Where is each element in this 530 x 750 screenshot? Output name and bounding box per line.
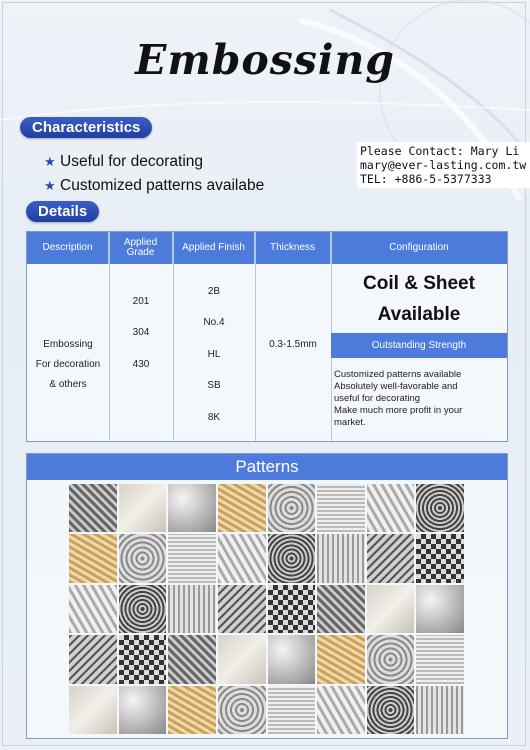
contact-email[interactable]: mary@ever-lasting.com.tw [360, 158, 527, 172]
pattern-swatch [416, 484, 464, 532]
pattern-swatch [218, 686, 266, 734]
pattern-swatch [367, 484, 415, 532]
patterns-panel [26, 453, 508, 739]
pattern-swatch [69, 635, 117, 683]
pattern-swatch [168, 484, 216, 532]
pattern-swatch [367, 686, 415, 734]
header-finish: Applied Finish [173, 232, 255, 264]
list-item: ★ Useful for decorating [44, 153, 204, 170]
description-line: & others [49, 379, 87, 390]
patterns-heading: Patterns [27, 454, 507, 480]
pattern-swatch [168, 585, 216, 633]
description-line: Embossing [43, 339, 93, 350]
pattern-swatch [317, 534, 365, 582]
finish-value: HL [207, 349, 221, 360]
header-thickness: Thickness [255, 232, 331, 264]
strength-banner: Outstanding Strength [331, 333, 507, 358]
finish-value: No.4 [203, 317, 225, 328]
grade-value: 201 [132, 296, 150, 307]
pattern-swatch [268, 686, 316, 734]
details-heading: Details [26, 201, 99, 222]
contact-name: Please Contact: Mary Li [360, 144, 520, 158]
contact-phone: TEL: +886-5-5377333 [360, 172, 492, 186]
pattern-swatch [317, 585, 365, 633]
finish-value: 8K [207, 412, 221, 423]
description-line: For decoration [35, 359, 101, 370]
grade-value: 430 [132, 359, 150, 370]
pattern-swatch [367, 585, 415, 633]
pattern-swatch [268, 585, 316, 633]
pattern-swatch [168, 686, 216, 734]
pattern-grid [69, 484, 464, 734]
star-icon: ★ [44, 154, 56, 169]
coil-sheet-heading: Coil & Sheet Available [363, 273, 475, 325]
header-grade: Applied Grade [109, 232, 173, 264]
column-divider [255, 232, 256, 441]
pattern-swatch [268, 635, 316, 683]
star-icon: ★ [44, 178, 56, 193]
characteristics-list [44, 150, 264, 198]
pattern-swatch [69, 484, 117, 532]
pattern-swatch [367, 534, 415, 582]
contact-box [357, 142, 530, 188]
pattern-swatch [416, 585, 464, 633]
pattern-swatch [218, 585, 266, 633]
pattern-swatch [416, 635, 464, 683]
pattern-swatch [119, 534, 167, 582]
pattern-swatch [367, 635, 415, 683]
details-table [26, 231, 508, 442]
grade-value: 304 [132, 327, 150, 338]
pattern-swatch [416, 686, 464, 734]
characteristics-heading: Characteristics [20, 117, 152, 138]
pattern-swatch [268, 534, 316, 582]
pattern-swatch [317, 635, 365, 683]
pattern-swatch [69, 534, 117, 582]
pattern-swatch [119, 686, 167, 734]
pattern-swatch [218, 635, 266, 683]
pattern-swatch [268, 484, 316, 532]
pattern-swatch [119, 484, 167, 532]
header-configuration: Configuration [331, 232, 507, 264]
pattern-swatch [317, 484, 365, 532]
configuration-text: Customized patterns available Absolutely well-favorable and useful for decorating Make much more profit in your market. [334, 369, 463, 428]
header-description: Description [27, 232, 109, 264]
pattern-swatch [168, 534, 216, 582]
pattern-swatch [218, 484, 266, 532]
pattern-swatch [69, 686, 117, 734]
finish-value: 2B [207, 286, 221, 297]
finish-value: SB [207, 380, 221, 391]
list-item: ★ Customized patterns availabe [44, 177, 265, 194]
pattern-swatch [168, 635, 216, 683]
pattern-swatch [119, 635, 167, 683]
pattern-swatch [416, 534, 464, 582]
pattern-swatch [317, 686, 365, 734]
thickness-value: 0.3-1.5mm [269, 339, 317, 350]
pattern-swatch [119, 585, 167, 633]
pattern-swatch [218, 534, 266, 582]
pattern-swatch [69, 585, 117, 633]
column-divider [173, 232, 174, 441]
page-title: Embossing [135, 36, 395, 84]
